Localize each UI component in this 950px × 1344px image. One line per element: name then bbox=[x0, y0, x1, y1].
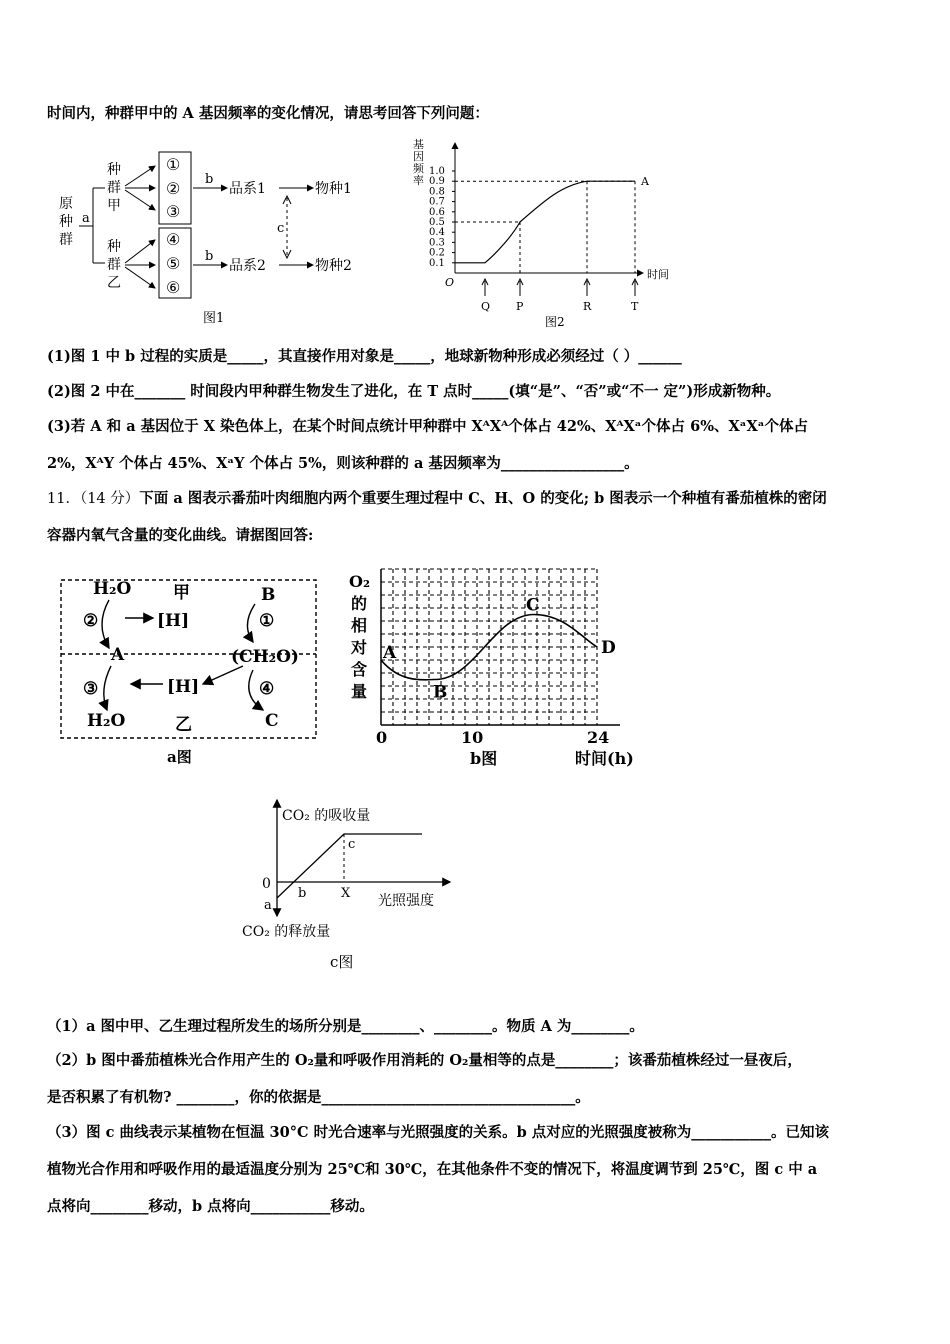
q11-part1: （1）a 图中甲、乙生理过程所发生的场所分别是________、________。物质 A 为________。 bbox=[47, 1018, 644, 1035]
svg-text:A: A bbox=[111, 645, 125, 665]
q10-part1: (1)图 1 中 b 过程的实质是_____，其直接作用对象是_____，地球新物种形成必须经过（ ）______ bbox=[47, 348, 682, 365]
figc-ydown: CO₂ 的释放量 bbox=[242, 924, 331, 940]
figb-xtick: 24 bbox=[587, 728, 610, 747]
fig1-c-label: c bbox=[277, 221, 285, 236]
svg-text:群: 群 bbox=[107, 180, 121, 196]
fig1-group-jia bbox=[107, 162, 121, 214]
figc-X: X bbox=[341, 886, 351, 901]
q10-part3-line2: 2%，XᴬY 个体占 45%、XᵃY 个体占 5%，则该种群的 a 基因频率为_________________。 bbox=[47, 455, 639, 472]
q11-part3-line1: （3）图 c 曲线表示某植物在恒温 30°C 时光合速率与光照强度的关系。b 点对应的光照强度被称为___________。已知该 bbox=[47, 1124, 830, 1141]
figure-b bbox=[345, 565, 655, 775]
svg-text:原: 原 bbox=[59, 196, 73, 212]
fig2-ytick: 0.5 bbox=[429, 217, 445, 228]
fig2-ytick: 0.6 bbox=[429, 206, 445, 218]
fig1-species2: 物种2 bbox=[315, 258, 352, 274]
figure-c bbox=[240, 796, 480, 976]
figb-ylabel bbox=[349, 572, 370, 701]
fig1-label-a: a bbox=[82, 211, 90, 226]
svg-text:率: 率 bbox=[413, 174, 424, 187]
fig1-species1: 物种1 bbox=[315, 181, 352, 197]
figc-zero: 0 bbox=[262, 876, 271, 892]
fig1-b-bottom: b bbox=[205, 249, 214, 264]
figb-caption: b图 bbox=[470, 749, 498, 768]
figb-xtick: 0 bbox=[376, 728, 388, 747]
svg-text:对: 对 bbox=[351, 638, 368, 657]
svg-text:基: 基 bbox=[413, 138, 424, 151]
fig2-ytick: 0.3 bbox=[429, 237, 445, 249]
svg-text:乙: 乙 bbox=[175, 715, 192, 735]
q10-part2: (2)图 2 中在_______ 时间段内甲种群生物发生了进化，在 T 点时_____(填“是”、“否”或“不一 定”)形成新物种。 bbox=[47, 383, 781, 400]
svg-text:频: 频 bbox=[413, 162, 424, 175]
fig2-ytick: 0.2 bbox=[429, 247, 445, 259]
fig1-b-top: b bbox=[205, 172, 214, 187]
svg-text:种: 种 bbox=[107, 239, 121, 255]
fig2-curve-label: A bbox=[641, 175, 649, 189]
figb-xlabel: 时间(h) bbox=[575, 749, 634, 768]
svg-text:H₂O: H₂O bbox=[87, 711, 126, 731]
figb-point-c: C bbox=[526, 595, 540, 616]
svg-text:群: 群 bbox=[59, 232, 73, 248]
svg-text:因: 因 bbox=[413, 150, 424, 163]
figc-b: b bbox=[298, 886, 307, 901]
q11-stem-line1 bbox=[47, 487, 827, 508]
fig2-xmark-label: T bbox=[631, 300, 639, 313]
svg-text:甲: 甲 bbox=[173, 583, 190, 603]
fig1-branch-arrows bbox=[125, 166, 155, 288]
fig2-xmark-label: R bbox=[583, 300, 592, 313]
figb-point-b: B bbox=[433, 682, 448, 703]
svg-text:相: 相 bbox=[351, 616, 368, 635]
fig2-ytick: 0.9 bbox=[429, 176, 445, 188]
figc-yup: CO₂ 的吸收量 bbox=[282, 808, 371, 824]
figa-labels bbox=[83, 579, 299, 735]
figure-2 bbox=[405, 138, 690, 333]
figb-point-d: D bbox=[601, 638, 616, 658]
q11-part2-line2: 是否积累了有机物? ________，你的依据是___________________________________。 bbox=[47, 1089, 590, 1106]
figc-c: c bbox=[348, 837, 356, 852]
svg-text:①: ① bbox=[166, 155, 181, 174]
fig2-ytick: 0.8 bbox=[429, 186, 445, 198]
svg-text:H₂O: H₂O bbox=[93, 579, 132, 599]
svg-text:③: ③ bbox=[83, 679, 99, 699]
figc-a: a bbox=[264, 898, 272, 913]
fig2-ytick: 0.4 bbox=[429, 227, 445, 239]
figure-1 bbox=[55, 148, 375, 328]
fig1-group-yi bbox=[107, 239, 121, 291]
svg-text:群: 群 bbox=[107, 257, 121, 273]
svg-text:⑤: ⑤ bbox=[166, 254, 181, 273]
svg-text:种: 种 bbox=[59, 214, 73, 230]
fig2-ytick: 1.0 bbox=[429, 166, 445, 177]
q10-part3-line1: (3)若 A 和 a 基因位于 X 染色体上，在某个时间点统计甲种群中 XᴬXᴬ个体占 42%、XᴬXᵃ个体占 6%、XᵃXᵃ个体占 bbox=[47, 418, 808, 435]
fig2-origin: O bbox=[445, 276, 455, 289]
svg-text:④: ④ bbox=[259, 679, 275, 699]
svg-text:④: ④ bbox=[166, 230, 181, 249]
fig2-caption: 图2 bbox=[545, 315, 565, 329]
figure-a bbox=[55, 570, 325, 770]
figb-xtick: 10 bbox=[461, 728, 484, 747]
fig2-ytick: 0.7 bbox=[429, 196, 445, 208]
svg-text:的: 的 bbox=[351, 594, 368, 613]
svg-text:[H]: [H] bbox=[157, 611, 190, 631]
svg-text:乙: 乙 bbox=[107, 275, 121, 291]
fig1-origin bbox=[59, 196, 73, 248]
svg-text:种: 种 bbox=[107, 162, 121, 178]
svg-text:②: ② bbox=[166, 179, 181, 198]
figb-point-a: A bbox=[383, 643, 397, 663]
svg-text:含: 含 bbox=[351, 660, 368, 679]
figc-xlabel: 光照强度 bbox=[378, 893, 434, 909]
fig2-xlabel: 时间 bbox=[647, 268, 669, 281]
fig2-ylabel bbox=[413, 138, 425, 187]
fig1-line1: 品系1 bbox=[229, 181, 266, 197]
svg-text:①: ① bbox=[259, 611, 275, 631]
q11-number: 11．（14 分） bbox=[47, 491, 140, 507]
fig1-circled-numbers bbox=[166, 155, 180, 297]
fig1-caption: 图1 bbox=[203, 311, 225, 326]
q11-part3-line3: 点将向________移动，b 点将向___________移动。 bbox=[47, 1198, 374, 1215]
svg-text:[H]: [H] bbox=[167, 677, 200, 697]
svg-text:②: ② bbox=[83, 611, 99, 631]
svg-text:(CH₂O): (CH₂O) bbox=[231, 647, 299, 667]
svg-text:③: ③ bbox=[166, 202, 181, 221]
q11-stem1: 下面 a 图表示番茄叶肉细胞内两个重要生理过程中 C、H、O 的变化; b 图表示一个种植有番茄植株的密闭 bbox=[139, 490, 827, 507]
fig1-line2: 品系2 bbox=[229, 258, 266, 274]
svg-text:甲: 甲 bbox=[107, 198, 121, 214]
svg-text:⑥: ⑥ bbox=[166, 278, 181, 297]
fig2-ytick: 0.1 bbox=[429, 257, 445, 269]
figa-caption: a图 bbox=[167, 748, 192, 766]
q11-part3-line2: 植物光合作用和呼吸作用的最适温度分别为 25℃和 30℃，在其他条件不变的情况下，将温度调节到 25℃，图 c 中 a bbox=[47, 1161, 818, 1178]
fig1-bracket bbox=[79, 188, 105, 263]
svg-text:量: 量 bbox=[351, 682, 368, 701]
svg-text:B: B bbox=[261, 585, 276, 605]
q11-stem-line2: 容器内氧气含量的变化曲线。请据图回答: bbox=[47, 527, 314, 544]
svg-text:C: C bbox=[265, 711, 279, 731]
fig2-xmark-label: Q bbox=[481, 300, 491, 313]
figc-caption: c图 bbox=[330, 953, 354, 971]
intro-line: 时间内，种群甲中的 A 基因频率的变化情况，请思考回答下列问题： bbox=[47, 105, 489, 122]
fig2-xmark-label: P bbox=[516, 300, 524, 313]
q11-part2-line1: （2）b 图中番茄植株光合作用产生的 O₂量和呼吸作用消耗的 O₂量相等的点是________；该番茄植株经过一昼夜后， bbox=[47, 1052, 802, 1069]
svg-text:O₂: O₂ bbox=[349, 572, 370, 591]
